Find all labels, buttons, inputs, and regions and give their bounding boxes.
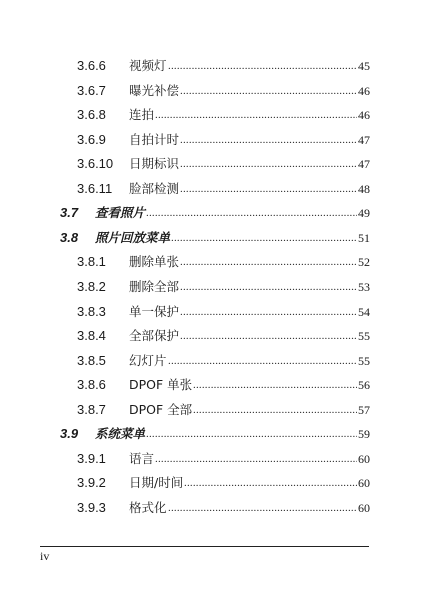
toc-entry-title: 自拍计时 [129, 132, 180, 147]
toc-leader-dots [180, 302, 357, 322]
toc-entry-number: 3.8.1 [77, 254, 106, 269]
toc-entry-page: 55 [358, 329, 370, 343]
toc-entry-title: 幻灯片 [129, 353, 167, 368]
toc-entry-title: 查看照片 [95, 205, 146, 220]
toc-entry-number: 3.9 [60, 426, 79, 441]
toc-subsection-entry[interactable] [0, 326, 434, 346]
toc-entry-number: 3.8 [60, 230, 79, 245]
toc-entry-page: 51 [358, 231, 370, 245]
toc-leader-dots [180, 130, 357, 150]
toc-entry-number: 3.9.3 [77, 500, 106, 515]
toc-entry-page: 60 [358, 501, 370, 515]
toc-entry-title: 日期标识 [129, 156, 180, 171]
toc-entry-page: 47 [358, 133, 370, 147]
toc-leader-dots [180, 326, 357, 346]
toc-entry-page: 56 [358, 378, 370, 392]
toc-entry-number: 3.6.10 [77, 156, 114, 171]
toc-leader-dots [193, 400, 357, 420]
toc-leader-dots [193, 375, 357, 395]
toc-entry-number: 3.8.5 [77, 353, 106, 368]
toc-leader-dots [171, 228, 357, 248]
toc-leader-dots [184, 473, 357, 493]
toc-entry-page: 52 [358, 255, 370, 269]
toc-entry-title: 日期/时间 [129, 475, 184, 490]
toc-subsection-entry[interactable] [0, 252, 434, 272]
toc-entry-page: 48 [358, 182, 370, 196]
toc-entry-page: 45 [358, 59, 370, 73]
toc-entry-number: 3.6.6 [77, 58, 106, 73]
toc-leader-dots [168, 56, 357, 76]
toc-leader-dots [180, 81, 357, 101]
toc-entry-page: 54 [358, 305, 370, 319]
toc-subsection-entry[interactable] [0, 400, 434, 420]
toc-subsection-entry[interactable] [0, 375, 434, 395]
toc-subsection-entry[interactable] [0, 105, 434, 125]
toc-entry-number: 3.9.2 [77, 475, 106, 490]
toc-leader-dots [180, 252, 357, 272]
toc-entry-page: 46 [358, 84, 370, 98]
toc-section-entry[interactable] [0, 424, 434, 444]
toc-entry-page: 60 [358, 476, 370, 490]
toc-leader-dots [146, 203, 357, 223]
toc-leader-dots [155, 449, 357, 469]
toc-section-entry[interactable] [0, 228, 434, 248]
toc-entry-title: 单一保护 [129, 304, 180, 319]
toc-entry-page: 60 [358, 452, 370, 466]
toc-entry-title: 语言 [129, 451, 155, 466]
toc-subsection-entry[interactable] [0, 179, 434, 199]
toc-entry-title: 删除单张 [129, 254, 180, 269]
toc-entry-page: 55 [358, 354, 370, 368]
toc-entry-number: 3.8.4 [77, 328, 106, 343]
toc-entry-number: 3.8.2 [77, 279, 106, 294]
toc-entry-page: 57 [358, 403, 370, 417]
toc-entry-page: 47 [358, 157, 370, 171]
toc-entry-title: 照片回放菜单 [95, 230, 171, 245]
toc-entry-title: 脸部检测 [129, 181, 180, 196]
toc-entry-title: 视频灯 [129, 58, 167, 73]
toc-leader-dots [168, 498, 357, 518]
toc-leader-dots [168, 351, 357, 371]
toc-leader-dots [180, 179, 357, 199]
toc-subsection-entry[interactable] [0, 473, 434, 493]
toc-leader-dots [155, 105, 357, 125]
toc-leader-dots [180, 277, 357, 297]
toc-subsection-entry[interactable] [0, 130, 434, 150]
toc-entry-title: DPOF 全部 [129, 402, 193, 417]
toc-entry-title: 全部保护 [129, 328, 180, 343]
toc-entry-title: 系统菜单 [95, 426, 146, 441]
toc-entry-number: 3.8.3 [77, 304, 106, 319]
toc-entry-title: 格式化 [129, 500, 167, 515]
toc-leader-dots [180, 154, 357, 174]
toc-subsection-entry[interactable] [0, 154, 434, 174]
footer-divider [40, 546, 369, 547]
toc-entry-page: 59 [358, 427, 370, 441]
toc-entry-number: 3.8.6 [77, 377, 106, 392]
toc-entry-title: 连拍 [129, 107, 155, 122]
toc-entry-page: 53 [358, 280, 370, 294]
toc-entry-number: 3.6.7 [77, 83, 106, 98]
toc-subsection-entry[interactable] [0, 81, 434, 101]
toc-subsection-entry[interactable] [0, 351, 434, 371]
toc-entry-number: 3.6.11 [77, 181, 113, 196]
toc-entry-number: 3.6.9 [77, 132, 106, 147]
toc-entry-page: 49 [358, 206, 370, 220]
page-number: iv [40, 549, 50, 563]
toc-entry-title: 删除全部 [129, 279, 180, 294]
toc-entry-title: DPOF 单张 [129, 377, 193, 392]
toc-entry-number: 3.7 [60, 205, 79, 220]
toc-subsection-entry[interactable] [0, 302, 434, 322]
toc-subsection-entry[interactable] [0, 449, 434, 469]
toc-subsection-entry[interactable] [0, 56, 434, 76]
toc-entry-page: 46 [358, 108, 370, 122]
toc-subsection-entry[interactable] [0, 498, 434, 518]
toc-leader-dots [146, 424, 357, 444]
toc-section-entry[interactable] [0, 203, 434, 223]
toc-entry-number: 3.6.8 [77, 107, 106, 122]
toc-entry-number: 3.9.1 [77, 451, 106, 466]
toc-entry-title: 曝光补偿 [129, 83, 180, 98]
toc-entry-number: 3.8.7 [77, 402, 106, 417]
toc-subsection-entry[interactable] [0, 277, 434, 297]
